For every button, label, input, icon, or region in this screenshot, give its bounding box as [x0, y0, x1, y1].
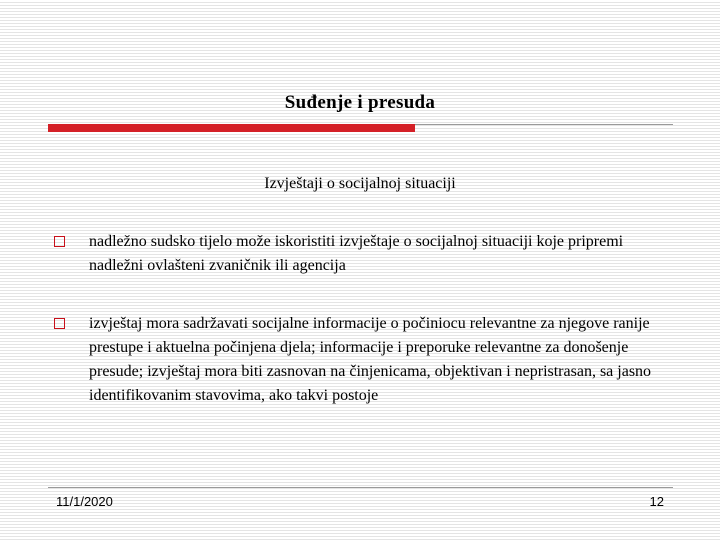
- bullet-text: izvještaj mora sadržavati socijalne informacije o počiniocu relevantne za njegove ranije prestupe i aktuelna počinjena djela; informacije i preporuke relevantne za donošenje presude; izvještaj mora biti zasnovan na činjenicama, objektivan i nepristrasan, sa jasno identifikovanim stavovima, ako takvi postoje: [89, 315, 652, 404]
- slide-title: [0, 92, 720, 114]
- bullet-text: nadležno sudsko tijelo može iskoristiti izvještaje o socijalnoj situaciji koje pripremi nadležni ovlašteni zvaničnik ili agencija: [89, 233, 624, 274]
- hollow-square-icon: [54, 318, 65, 329]
- slide-title-text: Suđenje i presuda: [284, 92, 436, 113]
- hollow-square-icon: [54, 236, 65, 247]
- page-number: 12: [649, 494, 664, 509]
- title-accent-bar: [48, 124, 415, 132]
- footer-date: 11/1/2020: [56, 494, 113, 509]
- title-divider-line: [415, 124, 673, 125]
- slide-subtitle: Izvještaji o socijalnoj situaciji: [264, 175, 456, 192]
- footer-divider-line: [48, 487, 673, 488]
